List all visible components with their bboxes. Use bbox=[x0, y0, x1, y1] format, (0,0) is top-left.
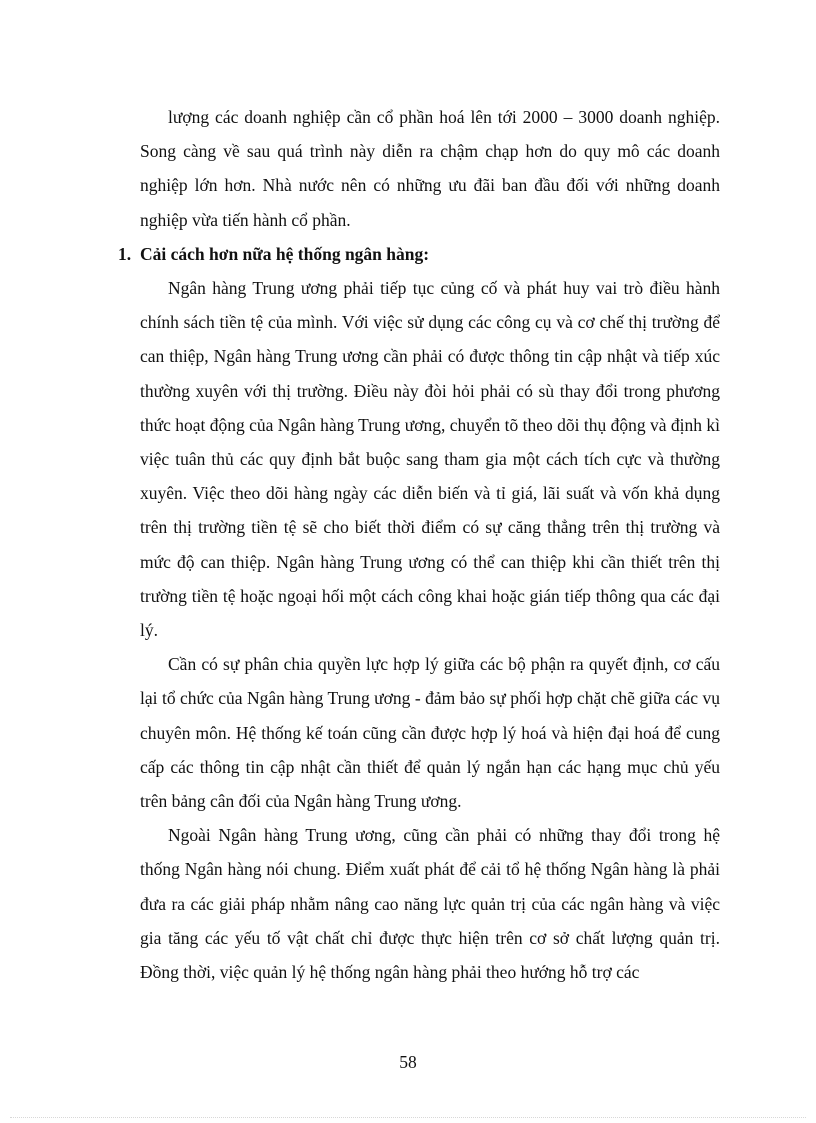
paragraph-power-division: Cần có sự phân chia quyền lực hợp lý giữa các bộ phận ra quyết định, cơ cấu lại tổ chức của Ngân hàng Trung ương - đảm bảo sự phối hợp chặt chẽ giữa các vụ chuyên môn. Hệ thống kế toán cũng cần được hợp lý hoá và hiện đại hoá để cung cấp các thông tin cập nhật cần thiết để quản lý ngắn hạn các hạng mục chủ yếu trên bảng cân đối của Ngân hàng Trung ương. bbox=[140, 654, 720, 812]
page-number: 58 bbox=[399, 1052, 417, 1072]
paragraph-banking-system: Ngoài Ngân hàng Trung ương, cũng cần phải có những thay đổi trong hệ thống Ngân hàng nói chung. Điểm xuất phát để cải tổ hệ thống Ngân hàng là phải đưa ra các giải pháp nhằm nâng cao năng lực quản trị của các ngân hàng và việc gia tăng các yếu tố vật chất chỉ được thực hiện trên cơ sở chất lượng quản trị. Đồng thời, việc quản lý hệ thống ngân hàng phải theo hướng hỗ trợ các bbox=[140, 825, 720, 983]
section-heading-number: 1. bbox=[118, 243, 132, 264]
paragraph-central-bank: Ngân hàng Trung ương phải tiếp tục củng cố và phát huy vai trò điều hành chính sách tiền tệ của mình. Với việc sử dụng các công cụ và cơ chế thị trường để can thiệp, Ngân hàng Trung ương cần phải có được thông tin cập nhật và tiếp xúc thường xuyên với thị trường. Điều này đòi hỏi phải có sù thay đổi trong phương thức hoạt động của Ngân hàng Trung ương, chuyển tõ theo dõi thụ động và định kì việc tuân thủ các quy định bắt buộc sang tham gia một cách tích cực và thường xuyên. Việc theo dõi hàng ngày các diễn biến và tỉ giá, lãi suất và vốn khả dụng trên thị trường tiền tệ sẽ cho biết thời điểm có sự căng thẳng trên thị trường và mức độ can thiệp. Ngân hàng Trung ương có thể can thiệp khi cần thiết trên thị trường tiền tệ hoặc ngoại hối một cách công khai hoặc gián tiếp thông qua các đại lý. bbox=[140, 278, 720, 641]
paragraph-cooperative-intro: lượng các doanh nghiệp cần cổ phần hoá lên tới 2000 – 3000 doanh nghiệp. Song càng về sau quá trình này diễn ra chậm chạp hơn do quy mô các doanh nghiệp lớn hơn. Nhà nước nên có những ưu đãi ban đầu đối với những doanh nghiệp vừa tiến hành cổ phần. bbox=[140, 107, 720, 230]
section-heading-text: Cải cách hơn nữa hệ thống ngân hàng: bbox=[140, 243, 430, 264]
page-bottom-divider bbox=[10, 1117, 806, 1118]
section-heading bbox=[118, 237, 698, 271]
page-body bbox=[118, 100, 720, 989]
